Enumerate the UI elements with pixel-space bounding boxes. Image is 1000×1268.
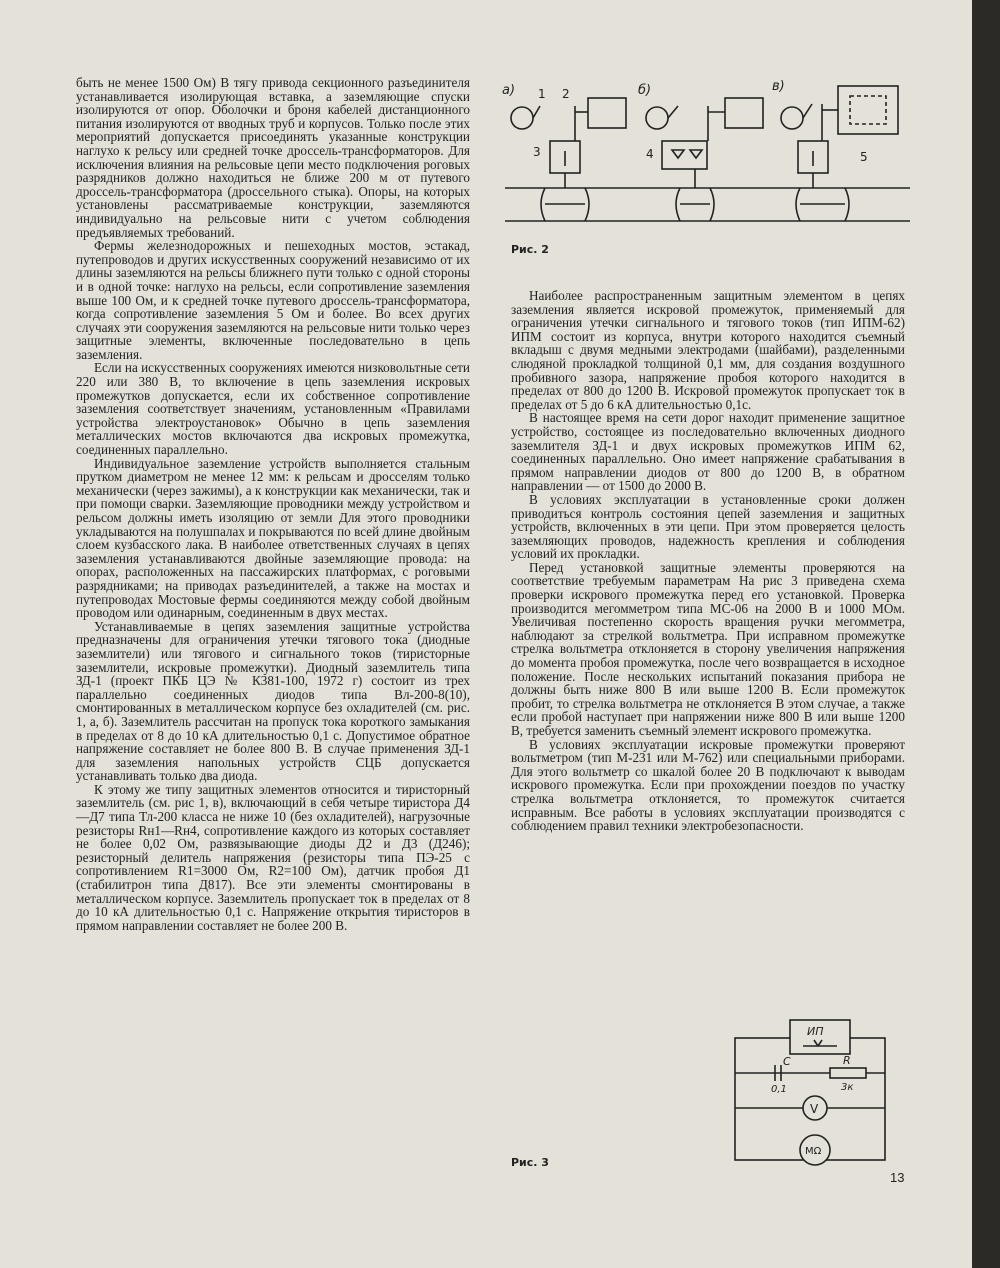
ip-label: ИП xyxy=(807,1025,824,1038)
left-text-column xyxy=(76,76,470,932)
paragraph: В условиях эксплуатации в установленные сроки должен приводиться контроль состояния цепей заземления и защитных устройств, включенных в эти цепи. При этом проверяется целость заземляющих проводов, надежность крепления и соблюдения условий их прокладки. xyxy=(511,491,905,562)
figure-2-diagram xyxy=(500,76,915,236)
right-text-column xyxy=(511,289,905,833)
capacitor-value: 0,1 xyxy=(771,1084,787,1095)
paragraph: Если на искусственных сооружениях имеются низковольтные сети 220 или 380 В, то включение в цепь заземления искровых промежутков допускается, если их собственное сопротивление заземления соответствует значениям, установленным «Правилами устройства электроустановок» Обычно в цепь заземления металлических мостов включаются два искровых промежутка, соединенных параллельно. xyxy=(76,360,470,458)
megohmmeter-symbol: MΩ xyxy=(805,1146,822,1157)
part-label: 5 xyxy=(860,150,868,164)
figure-3-caption: Рис. 3 xyxy=(511,1156,549,1169)
page-number: 13 xyxy=(890,1170,905,1185)
paragraph: Устанавливаемые в цепях заземления защитные устройства предназначены для ограничения утечки тягового тока (диодные заземлители) или тягового и сигнального токов (тиристорные заземлители, искровые промежутки). Диодный заземлитель типа ЗД-1 (проект ПКБ ЦЭ № К381-100, 1972 г) состоит из трех параллельно соединенных диодов типа Вл-200-8(10), смонтированных в металлическом корпусе без охладителей (см. рис. 1, а, б). Заземлитель рассчитан на пропуск тока короткого замыкания в пределах от 8 до 10 кА длительностью 0,1 с. Допустимое обратное напряжение составляет не более 800 В. В случае применения ЗД-1 для заземления напольных устройств СЦБ допускается устанавливать только два диода. xyxy=(76,618,470,784)
figure-2-caption: Рис. 2 xyxy=(511,243,549,256)
paragraph: Наиболее распространенным защитным элементом в цепях заземления является искровой промежуток, применяемый для ограничения утечки сигнального и тягового токов (тип ИПМ-62) ИПМ состоит из корпуса, внутри которого находится съемный вкладыш с двумя медными электродами (шайбами), разделенными слюдяной прокладкой толщиной 0,1 мм, для создания воздушного пробивного зазора, напряжение пробоя которого находится в пределах от 800 до 1200 В. Искровой промежуток пропускает ток в пределах от 5 до 6 кА длительностью 0,1с. xyxy=(511,288,905,412)
voltmeter-symbol: V xyxy=(810,1102,819,1116)
resistor-value: 3к xyxy=(841,1082,854,1093)
paragraph: Фермы железнодорожных и пешеходных мостов, эстакад, путепроводов и других искусственных сооружений независимо от их длины заземляются на рельсы ближнего пути только с одной стороны и в одной точке: наглухо на рельсы, если сопротивление заземления выше 100 Ом, и к средней точке путевого дроссель-трансформатора, когда сопротивление заземления 5 Ом и более. Во всех других случаях эти сооружения заземляются на рельсовые нити только через защитные элементы, включенные последовательно в цепь заземления. xyxy=(76,238,470,362)
panel-label-a: а) xyxy=(502,83,516,98)
paragraph: быть не менее 1500 Ом) В тягу привода секционного разъединителя устанавливается изолирующая вставка, а заземляющие спуски изолируются от опор. Оболочки и броня кабелей дистанционного питания изолируются от вводных труб и корпусов. Только после этих мероприятий допускается присоединять указанные конструкции наглухо к рельсу или средней точке дроссель-трансформаторов. Для исключения влияния на рельсовые цепи место подключения роговых разрядников должно находиться не ближе 200 м от путевого дроссель-трансформатора (дроссельного стыка). Опоры, на которых установлены рассматриваемые конструкции, заземляются индивидуально на рельсовые нити с учетом соблюдения предъявляемых требований. xyxy=(76,75,470,240)
paragraph: Перед установкой защитные элементы проверяются на соответствие требуемым параметрам На рис 3 приведена схема проверки искрового промежутка перед его установкой. Проверка производится мегомметром типа МС-06 на 2000 В и 1000 МОм. Увеличивая постепенно скорость вращения ручки мегомметра, наблюдают за стрелкой вольтметра. При исправном промежутке стрелка вольтметра отклоняется в сторону увеличения напряжения до момента пробоя промежутка, после чего возвращается в исходное положение. После нескольких испытаний показания прибора не должны быть ниже 800 В или выше 1200 В. Если промежуток пробит, то стрелка вольтметра не отклоняется В этом случае, а также если пробой наступает при напряжении ниже 800 В или выше 1200 В, требуется заменить съемный элемент искрового промежутка. xyxy=(511,559,905,738)
panel-label-c: в) xyxy=(772,79,785,94)
part-label: 3 xyxy=(533,145,541,159)
paragraph: К этому же типу защитных элементов относится и тиристорный заземлитель (см. рис 1, в), включающий в себя четыре тиристора Д4—Д7 типа Тл-200 класса не ниже 10 (без охладителей), нагрузочные резисторы Rн1—Rн4, сопротивление каждого из которых составляет не более 0,02 Ом, развязывающие диоды Д2 и Д3 (Д246); резисторный делитель напряжения (резисторы типа ПЭ-25 с сопротивлением R1=3000 Ом, R2=100 Ом), датчик пробоя Д1 (стабилитрон типа Д817). Все эти элементы смонтированы в металлическом корпусе. Заземлитель пропускает ток в пределах от 8 до 10 кА длительностью 0,1 с. Напряжение открытия тиристоров в прямом направлении составляет не более 200 В. xyxy=(76,781,470,933)
part-label: 2 xyxy=(562,87,570,101)
paragraph: В настоящее время на сети дорог находит применение защитное устройство, состоящее из последовательно включенных диодного заземлителя ЗД-1 и двух искровых промежутков ИПМ 62, соединенных параллельно. Оно имеет напряжение срабатывания в прямом направлении диодов от 800 до 1200 В, в обратном направлении — от 1500 до 2000 В. xyxy=(511,410,905,494)
part-label: 1 xyxy=(538,87,546,101)
paragraph: Индивидуальное заземление устройств выполняется стальным прутком диаметром не менее 12 мм: к рельсам и дросселям только механически (через зажимы), а к конструкции как механически, так и при помощи сварки. Заземляющие проводники между устройством и рельсом должны иметь изоляцию от земли Для этого проводники укладываются на полушпалах и покрываются по всей длине двойным слоем кузбасского лака. В наиболее ответственных случаях в цепях заземления устанавливаются двойные заземляющие провода: на опорах, расположенных на пассажирских платформах, с роговыми разрядниками; на приводах разъединителей, а также на мостах и путепроводах Мостовые фермы соединяются между собой двойным проводом или одинарным, соединенным в двух местах. xyxy=(76,455,470,621)
figure-3-circuit xyxy=(715,1010,905,1170)
paragraph: В условиях эксплуатации искровые промежутки проверяют вольтметром (тип М-231 или М-762) или специальными приборами. Для этого вольтметр со шкалой более 20 В подключают к выводам искрового промежутка. Если при прохождении поездов по участку стрелка вольтметра отклоняется, то промежуток считается исправным. Все работы в условиях эксплуатации производятся с соблюдением правил техники электробезопасности. xyxy=(511,736,905,834)
panel-label-b: б) xyxy=(638,83,652,98)
part-label: 4 xyxy=(646,147,654,161)
capacitor-label: C xyxy=(783,1055,791,1068)
resistor-label: R xyxy=(843,1054,851,1067)
